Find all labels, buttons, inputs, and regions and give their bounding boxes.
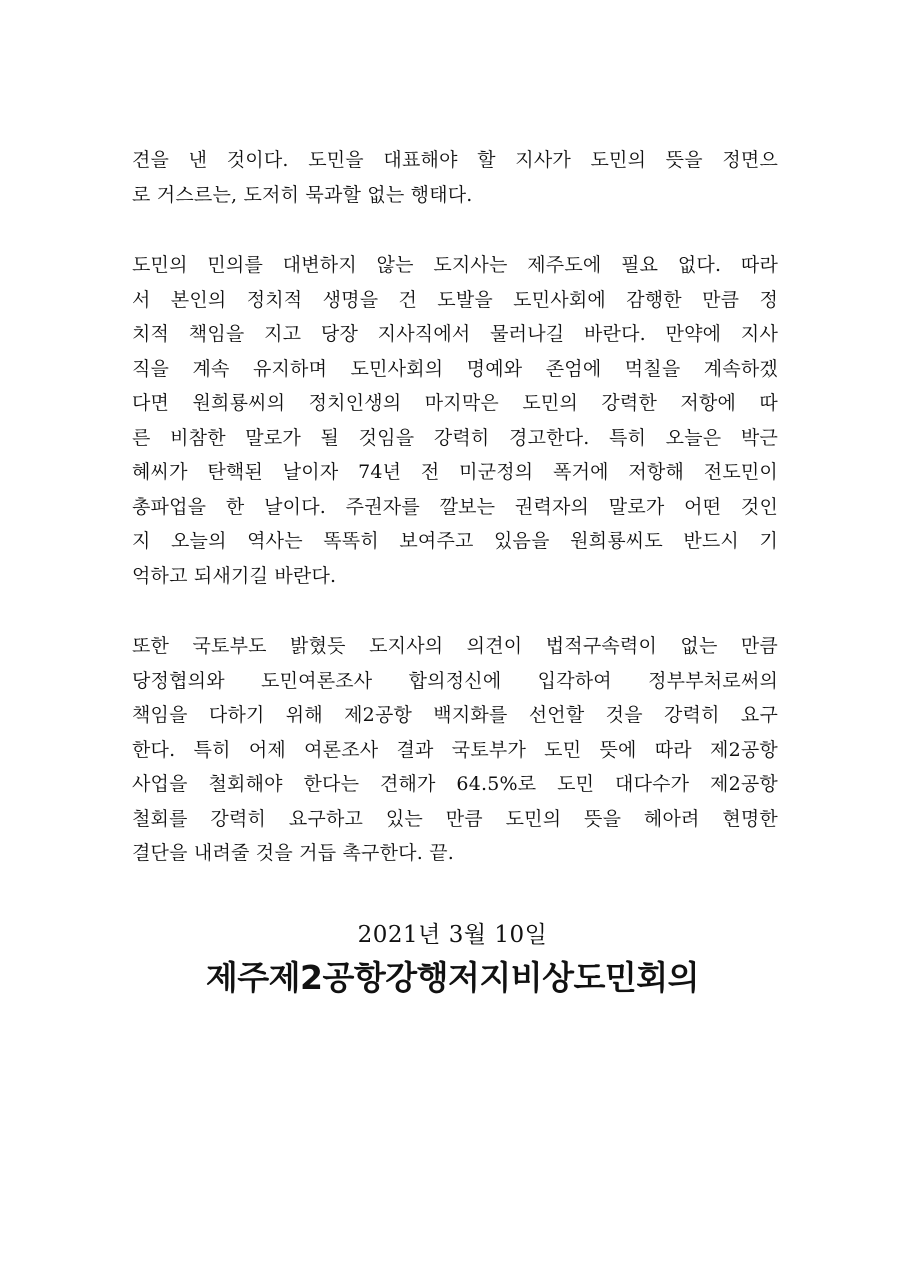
text-line: 혜씨가 탄핵된 날이자 74년 전 미군정의 폭거에 저항해 전도민이	[132, 461, 778, 483]
text-line: 도민의 민의를 대변하지 않는 도지사는 제주도에 필요 없다. 따라	[132, 254, 778, 276]
text-line: 한다. 특히 어제 여론조사 결과 국토부가 도민 뜻에 따라 제2공항	[132, 738, 778, 761]
paragraph-1	[132, 143, 778, 212]
text-line: 른 비참한 말로가 될 것임을 강력히 경고한다. 특히 오늘은 박근	[132, 426, 778, 449]
statement-date: 2021년 3월 10일	[357, 922, 548, 948]
text-line: 로 거스르는, 도저히 묵과할 없는 행태다.	[132, 183, 473, 206]
text-line: 또한 국토부도 밝혔듯 도지사의 의견이 법적구속력이 없는 만큼	[132, 635, 778, 657]
text-line: 서 본인의 정치적 생명을 건 도발을 도민사회에 감행한 만큼 정	[132, 288, 778, 311]
text-line: 결단을 내려줄 것을 거듭 촉구한다. 끝.	[132, 842, 454, 864]
organization-name: 제주제2공항강행저지비상도민회의	[205, 958, 700, 997]
text-line: 직을 계속 유지하며 도민사회의 명예와 존엄에 먹칠을 계속하겠	[132, 357, 778, 380]
statement-body	[132, 143, 778, 907]
text-line: 치적 책임을 지고 당장 지사직에서 물러나길 바란다. 만약에 지사	[132, 323, 778, 345]
text-line: 당정협의와 도민여론조사 합의정신에 입각하여 정부부처로써의	[132, 669, 778, 692]
paragraph-3	[132, 629, 778, 871]
text-line: 다면 원희룡씨의 정치인생의 마지막은 도민의 강력한 저항에 따	[132, 392, 778, 414]
text-line: 철회를 강력히 요구하고 있는 만큼 도민의 뜻을 헤아려 현명한	[132, 807, 778, 830]
text-line: 억하고 되새기길 바란다.	[132, 564, 337, 587]
paragraph-2	[132, 248, 778, 593]
text-line: 지 오늘의 역사는 똑똑히 보여주고 있음을 원희룡씨도 반드시 기	[132, 530, 778, 552]
text-line: 견을 낸 것이다. 도민을 대표해야 할 지사가 도민의 뜻을 정면으	[132, 149, 778, 171]
text-line: 사업을 철회해야 한다는 견해가 64.5%로 도민 대다수가 제2공항	[132, 773, 778, 795]
text-line: 책임을 다하기 위해 제2공항 백지화를 선언할 것을 강력히 요구	[132, 704, 778, 726]
text-line: 총파업을 한 날이다. 주권자를 깔보는 권력자의 말로가 어떤 것인	[132, 495, 778, 518]
